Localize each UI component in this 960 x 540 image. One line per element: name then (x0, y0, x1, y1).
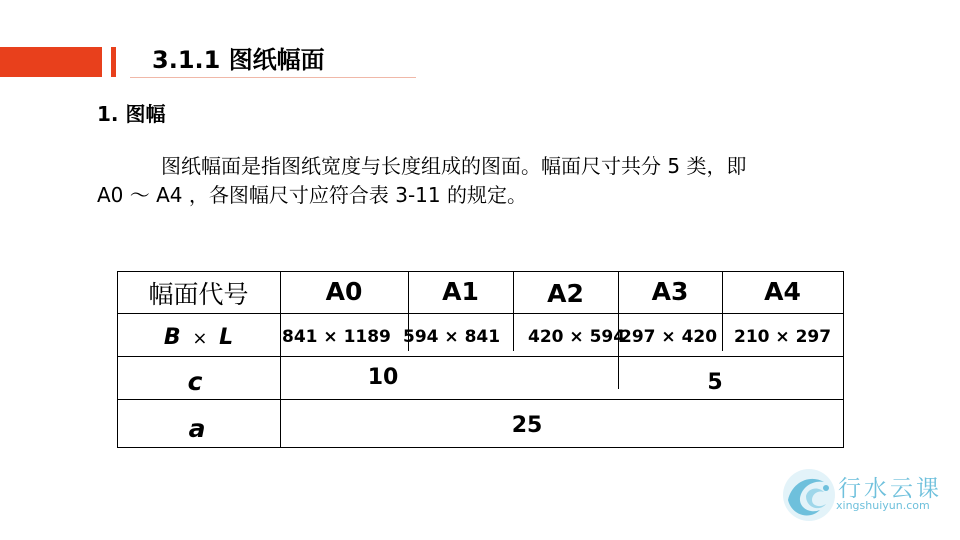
c-value-a3-a4: 5 (707, 370, 723, 395)
dim-a4: 210 × 297 (734, 327, 832, 347)
slide-title: 3.1.1 图纸幅面 (152, 46, 325, 74)
table-row-divider (117, 399, 844, 400)
table-border-right (843, 271, 844, 448)
dim-a1: 594 × 841 (403, 327, 501, 347)
section-subheading: 1. 图幅 (97, 102, 166, 126)
header-a3: A3 (651, 277, 689, 306)
body-paragraph (97, 152, 877, 210)
header-size-code-label: 幅面代号 (148, 280, 249, 309)
paragraph-line-2: A0 ～ A4 ，各图幅尺寸应符合表 3-11 的规定。 (97, 183, 527, 207)
table-row-divider (117, 356, 844, 357)
paper-size-table (117, 271, 844, 448)
dim-a2: 420 × 594 (528, 327, 626, 347)
header-a4: A4 (764, 277, 801, 306)
bxl-b: B (163, 325, 181, 350)
bxl-l: L (219, 325, 234, 350)
dim-a0: 841 × 1189 (282, 327, 391, 347)
header-a0: A0 (325, 277, 363, 306)
title-accent-mark (111, 47, 116, 77)
watermark-name: 行水云课 (838, 476, 942, 502)
table-border-top (117, 271, 844, 272)
row-label-c: c (187, 367, 203, 396)
header-a1: A1 (442, 277, 479, 306)
title-accent-bar (0, 47, 102, 77)
c-value-a0-a2: 10 (367, 365, 399, 390)
header-a2: A2 (547, 279, 584, 308)
dim-a3: 297 × 420 (620, 327, 718, 347)
paragraph-line-1: 图纸幅面是指图纸宽度与长度组成的图面。幅面尺寸共分 5 类，即 (161, 154, 747, 178)
bxl-times: × (192, 328, 208, 349)
row-label-a: a (188, 414, 206, 443)
table-row-divider (117, 313, 844, 314)
watermark-domain: xingshuiyun.com (836, 499, 930, 512)
a-value: 25 (511, 413, 543, 438)
row-label-bxl (117, 325, 280, 350)
table-border-bottom (117, 447, 844, 448)
